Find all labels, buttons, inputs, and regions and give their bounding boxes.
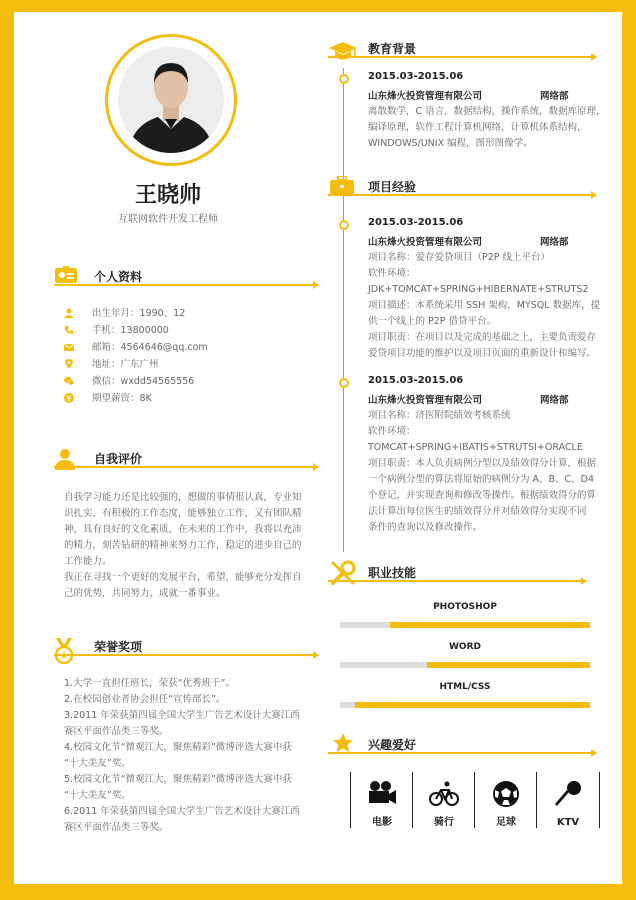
section-underline: [328, 752, 596, 754]
skill-name: WORD: [449, 642, 481, 652]
list-item: 6.2011 年荣获第四届全国大学生广告艺术设计大赛江西: [64, 806, 300, 817]
wechat-icon: [64, 376, 74, 386]
list-item: 1.大学一直担任班长，荣获“优秀班干”。: [64, 678, 235, 689]
evaluation-text: 自我学习能力还是比较强的，想做的事情很认真，专业知 识扎实，有积极的工作态度，能够独立工作，又有团队精 神，具有良好的文化素质，在未来的工作中，我将以充沛 的精力，刻苦钻研的精神来努力工作，稳定的进步自己的 工作能力。 我正在寻找一个更好的发展平台，希望，能够充分发挥自 己的优势，共同努力，成就一番事业。: [64, 492, 302, 599]
avatar: [105, 34, 237, 166]
section-title-personal: 个人资料: [94, 270, 143, 284]
section-underline: [54, 466, 318, 468]
personal-text: 手机：13800000: [92, 325, 169, 336]
education-details: 离散数学，C 语言，数据结构，操作系统，数据库原理， 编译原理，软件工程计算机网络，计算机体系结构， WINDOWS/UNIX 编程，图形图像学。: [368, 106, 606, 149]
soccer-ball-icon: [491, 780, 521, 808]
hobby-label: 足球: [496, 817, 516, 828]
resume-sheet: [14, 12, 622, 884]
hobby-item: [412, 772, 475, 828]
personal-text: 邮箱：4564646@qq.com: [92, 342, 208, 353]
project-details: 项目名称：济医附院绩效考核系统 软件环境： TOMCAT+SPRING+IBATIS+STRUTSI+ORACLE 项目职责：本人负责病例分型以及绩效得分计算，根据 一个病例分型的算法将原始的病例分为 A、B、C、D4 个登记，并实现查询和修改等操作。根据绩效得分的算 法计算出每位医生的绩效得分并对绩效得分实现不同 条件的查询以及修改操作。: [368, 410, 597, 533]
section-title-evaluation: 自我评价: [94, 452, 143, 466]
hobby-item: [350, 772, 413, 828]
section-underline: [328, 56, 596, 58]
graduation-cap-icon: [328, 40, 358, 62]
section-title-honors: 荣誉奖项: [94, 640, 143, 654]
list-item: 赛区平面作品类三等奖。: [64, 726, 169, 737]
project-details: 项目名称：爱存爱贷项目（P2P 线上平台） 软件环境： JDK+TOMCAT+SPRING+HIBERNATE+STRUTS2 项目描述：本系统采用 SSH 架构，MYSQL 数据库，提 供一个线上的 P2P 借贷平台。 项目职责：在项目以及完成的基础之上，主要负责爱存 爱贷项目功能的维护以及项目页面的重新设计和编写。: [368, 252, 601, 359]
hobby-label: 骑行: [434, 817, 454, 828]
project-date: 2015.03-2015.06: [368, 217, 464, 228]
tools-icon: [330, 560, 356, 586]
personal-text: 出生年月：1990、12: [92, 308, 186, 319]
list-item: 3.2011 年荣获第四届全国大学生广告艺术设计大赛江西: [64, 710, 300, 721]
id-card-icon: [54, 266, 78, 284]
timeline-line: [343, 68, 344, 552]
section-underline: [54, 654, 318, 656]
list-item: 赛区平面作品类三等奖。: [64, 822, 169, 833]
medal-icon: [54, 638, 74, 664]
salary-icon: [64, 393, 74, 403]
section-title-education: 教育背景: [368, 42, 417, 56]
section-underline: [328, 580, 586, 582]
briefcase-icon: [330, 176, 354, 196]
star-icon: [332, 732, 354, 754]
project-date: 2015.03-2015.06: [368, 375, 464, 386]
skill-name: HTML/CSS: [439, 682, 491, 692]
skill-bar-fill: [390, 622, 590, 628]
hobby-item: [536, 772, 600, 828]
list-item: 2.在校园创业者协会担任“宣传部长”。: [64, 694, 226, 705]
person-icon: [64, 308, 74, 318]
list-item: “十大美友”奖。: [64, 758, 131, 769]
education-date: 2015.03-2015.06: [368, 71, 464, 82]
section-title-hobbies: 兴趣爱好: [368, 738, 417, 752]
project-dept: 网络部: [540, 237, 569, 248]
project-company: 山东烽火投资管理有限公司: [368, 395, 483, 406]
education-dept: 网络部: [540, 91, 569, 102]
microphone-icon: [553, 780, 583, 808]
list-item: 4.校园文化节“微观江大，聚焦精彩”微博评选大赛中获: [64, 742, 292, 753]
timeline-dot: [339, 378, 349, 388]
hobby-label: KTV: [556, 817, 580, 828]
mail-icon: [64, 342, 74, 352]
bicycle-icon: [429, 780, 459, 808]
skill-bar-fill: [355, 702, 590, 708]
hobby-label: 电影: [372, 817, 392, 828]
list-item: “十大美友”奖。: [64, 790, 131, 801]
honors-list: [64, 676, 324, 836]
section-title-skills: 职业技能: [368, 566, 417, 580]
timeline-dot: [339, 220, 349, 230]
skill-bar-fill: [427, 662, 590, 668]
personal-text: 地址：广东广州: [92, 359, 159, 370]
section-title-projects: 项目经验: [368, 180, 417, 194]
personal-text: 微信：wxdd54565556: [92, 376, 195, 387]
education-company: 山东烽火投资管理有限公司: [368, 91, 483, 102]
phone-icon: [64, 325, 74, 335]
location-icon: [64, 359, 74, 369]
hobby-item: [474, 772, 537, 828]
person-name: 王晓帅: [134, 183, 201, 208]
personal-text: 期望薪资：8K: [92, 393, 152, 404]
project-company: 山东烽火投资管理有限公司: [368, 237, 483, 248]
list-item: 5.校园文化节“微观江大，聚焦精彩”微博评选大赛中获: [64, 774, 292, 785]
project-dept: 网络部: [540, 395, 569, 406]
skill-name: PHOTOSHOP: [433, 602, 497, 612]
job-title: 互联网软件开发工程师: [118, 214, 218, 225]
section-underline: [54, 284, 318, 286]
timeline-dot: [339, 74, 349, 84]
section-underline: [328, 194, 596, 196]
camera-icon: [367, 780, 397, 808]
